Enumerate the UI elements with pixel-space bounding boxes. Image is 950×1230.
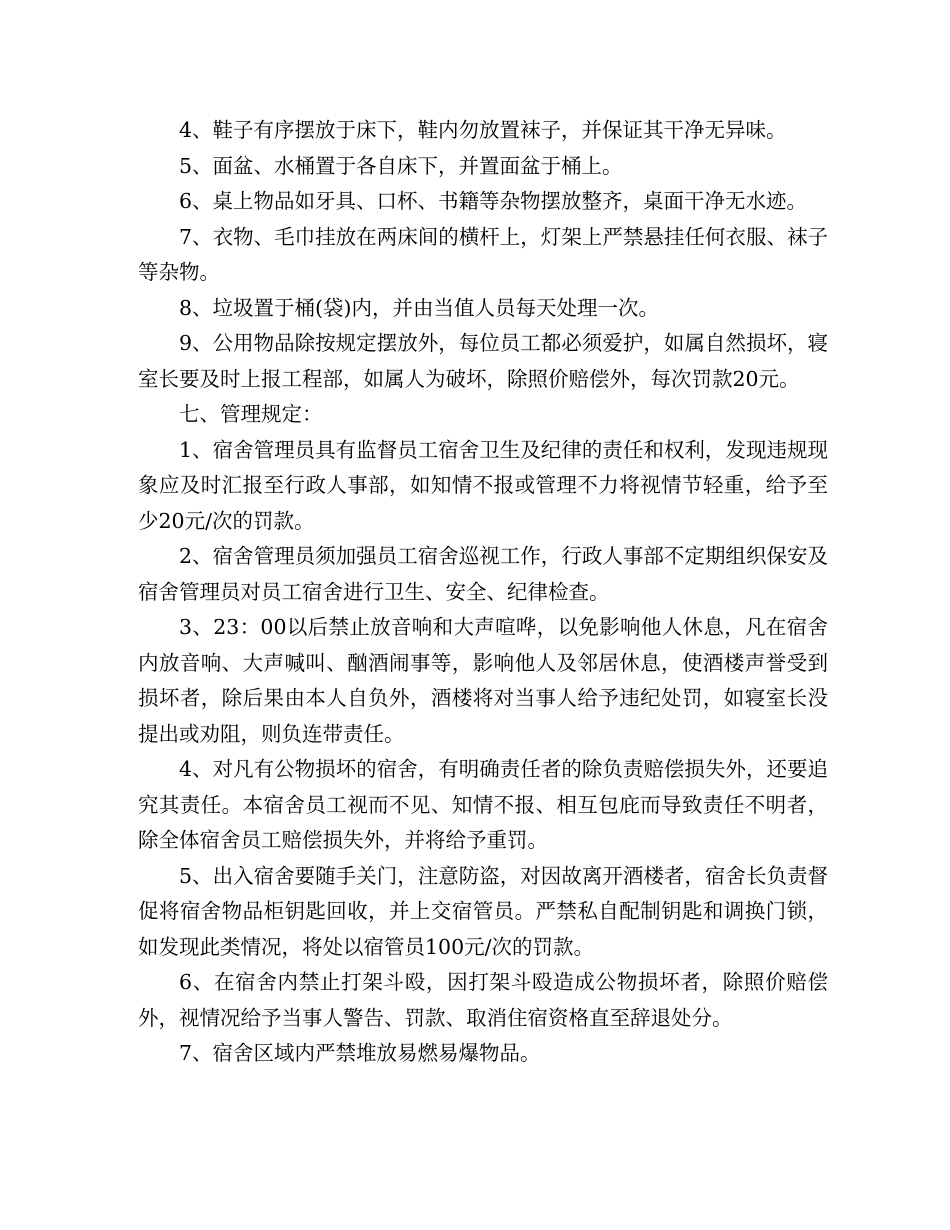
section-heading-management: 七、管理规定：: [179, 402, 323, 426]
management-rule-2: 2、宿舍管理员须加强员工宿舍巡视工作，行政人事部不定期组织保安及宿舍管理员对员工宿舍进行卫生、安全、纪律检查。: [138, 544, 828, 604]
management-rule-3: 3、23：00以后禁止放音响和大声喧哗，以免影响他人休息，凡在宿舍内放音响、大声喊叫、酗酒闹事等，影响他人及邻居休息，使酒楼声誉受到损坏者，除后果由本人自负外，酒楼将对当事人给予违纪处罚，如寝室长没提出或劝阻，则负连带责任。: [138, 615, 828, 746]
rule-item-6-desk: 6、桌上物品如牙具、口杯、书籍等杂物摆放整齐，桌面干净无水迹。: [179, 189, 808, 213]
rule-item-7-clothes: 7、衣物、毛巾挂放在两床间的横杆上，灯架上严禁悬挂任何衣服、袜子等杂物。: [138, 224, 828, 284]
management-rule-1: 1、宿舍管理员具有监督员工宿舍卫生及纪律的责任和权利，发现违规现象应及时汇报至行政人事部，如知情不报或管理不力将视情节轻重，给予至少20元/次的罚款。: [138, 437, 828, 533]
management-rule-4: 4、对凡有公物损坏的宿舍，有明确责任者的除负责赔偿损失外，还要追究其责任。本宿舍员工视而不见、知情不报、相互包庇而导致责任不明者，除全体宿舍员工赔偿损失外，并将给予重罚。: [138, 757, 828, 852]
rule-item-9-public-items: 9、公用物品除按规定摆放外，每位员工都必须爱护，如属自然损坏，寝室长要及时上报工程部，如属人为破坏，除照价赔偿外，每次罚款20元。: [138, 331, 828, 391]
rule-item-4-shoes: 4、鞋子有序摆放于床下，鞋内勿放置袜子，并保证其干净无异味。: [179, 118, 787, 142]
management-rule-6: 6、在宿舍内禁止打架斗殴，因打架斗殴造成公物损坏者，除照价赔偿外，视情况给予当事人警告、罚款、取消住宿资格直至辞退处分。: [138, 970, 828, 1030]
rule-item-8-garbage: 8、垃圾置于桶(袋)内，并由当值人员每天处理一次。: [179, 295, 660, 320]
rule-item-5-basins: 5、面盆、水桶置于各自床下，并置面盆于桶上。: [179, 153, 623, 178]
management-rule-7: 7、宿舍区域内严禁堆放易燃易爆物品。: [179, 1041, 541, 1065]
document-body: [138, 113, 828, 1072]
management-rule-5: 5、出入宿舍要随手关门，注意防盗，对因故离开酒楼者，宿舍长负责督促将宿舍物品柜钥匙回收，并上交宿管员。严禁私自配制钥匙和调换门锁，如发现此类情况，将处以宿管员100元/次的罚款。: [138, 863, 828, 959]
